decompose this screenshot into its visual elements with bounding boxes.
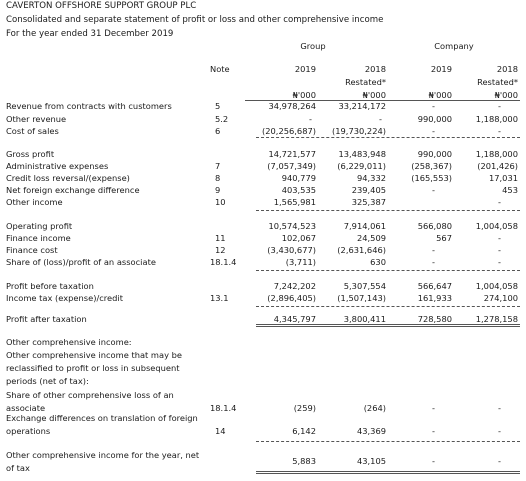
row-note: 8 (215, 173, 221, 183)
oci-total-value: 5,883 (292, 456, 316, 466)
row-label: Operating profit (6, 221, 73, 231)
row-value: 13,483,948 (338, 149, 386, 159)
row-value: 940,779 (281, 173, 316, 183)
oci-share-note: 18.1.4 (210, 403, 237, 413)
row-value: 728,580 (417, 314, 452, 324)
row-label: Net foreign exchange difference (6, 185, 140, 195)
oci-fx-value: 43,369 (356, 426, 386, 436)
row-value: (3,711) (285, 257, 316, 267)
row-label: Revenue from contracts with customers (6, 101, 172, 111)
row-value: 403,535 (281, 185, 316, 195)
row-note: 10 (215, 197, 226, 207)
row-value: - (432, 126, 435, 136)
row-value: 630 (370, 257, 386, 267)
row-label: Profit before taxation (6, 281, 94, 291)
row-value: - (498, 197, 501, 207)
row-value: 7,914,061 (343, 221, 386, 231)
row-label: Profit after taxation (6, 314, 87, 324)
oci-reclass-line: periods (net of tax): (6, 376, 89, 386)
row-value: (258,367) (411, 161, 452, 171)
row-value: - (498, 233, 501, 243)
row-label: Administrative expenses (6, 161, 109, 171)
unit-label: ₦'000 (428, 90, 452, 100)
oci-heading: Other comprehensive income: (6, 337, 132, 347)
oci-fx-value: - (498, 426, 501, 436)
row-value: 274,100 (483, 293, 518, 303)
oci-share-line: Share of other comprehensive loss of an (6, 390, 174, 400)
row-note: 9 (215, 185, 221, 195)
row-value: (3,430,677) (267, 245, 316, 255)
restated-group: Restated* (345, 77, 386, 87)
row-value: - (498, 101, 501, 111)
row-label: Gross profit (6, 149, 55, 159)
row-note: 5 (215, 101, 221, 111)
oci-share-value: - (432, 403, 435, 413)
subtotal-rule (256, 270, 520, 271)
year-company-2018: 2018 (496, 64, 518, 74)
row-value: 990,000 (417, 149, 452, 159)
row-value: (1,507,143) (337, 293, 386, 303)
year-company-2019: 2019 (430, 64, 452, 74)
note-heading: Note (210, 64, 230, 74)
row-value: (2,631,646) (337, 245, 386, 255)
row-label: Share of (loss)/profit of an associate (6, 257, 156, 267)
oci-fx-value: - (432, 426, 435, 436)
oci-total-line: Other comprehensive income for the year, net (6, 450, 200, 460)
total-rule (256, 471, 520, 474)
row-label: Other revenue (6, 114, 67, 124)
row-value: 4,345,797 (273, 314, 316, 324)
row-value: 5,307,554 (343, 281, 386, 291)
row-value: 1,004,058 (475, 221, 518, 231)
subtotal-rule (256, 441, 520, 442)
oci-share-value: - (498, 403, 501, 413)
row-value: - (432, 257, 435, 267)
year-group-2019: 2019 (294, 64, 316, 74)
restated-company: Restated* (477, 77, 518, 87)
oci-total-value: 43,105 (356, 456, 386, 466)
unit-label: ₦'000 (494, 90, 518, 100)
row-value: (2,896,405) (267, 293, 316, 303)
row-label: Finance income (6, 233, 71, 243)
oci-total-line: of tax (6, 463, 30, 473)
company-name: CAVERTON OFFSHORE SUPPORT GROUP PLC (6, 1, 197, 11)
row-value: 990,000 (417, 114, 452, 124)
subtotal-rule (256, 210, 520, 211)
oci-fx-line: Exchange differences on translation of foreign (6, 413, 198, 423)
oci-share-value: (259) (293, 403, 316, 413)
row-note: 12 (215, 245, 226, 255)
row-value: 94,332 (356, 173, 386, 183)
oci-fx-value: 6,142 (292, 426, 316, 436)
unit-label: ₦'000 (292, 90, 316, 100)
row-value: 17,031 (488, 173, 518, 183)
row-value: 325,387 (351, 197, 386, 207)
row-value: (6,229,011) (337, 161, 386, 171)
statement-period: For the year ended 31 December 2019 (6, 29, 174, 39)
row-value: - (498, 245, 501, 255)
row-note: 7 (215, 161, 221, 171)
group-heading: Group (300, 41, 326, 51)
row-value: 1,565,981 (273, 197, 316, 207)
total-rule (256, 324, 520, 327)
row-note: 11 (215, 233, 226, 243)
row-value: - (309, 114, 312, 124)
statement-title: Consolidated and separate statement of profit or loss and other comprehensive income (6, 15, 384, 25)
oci-share-line: associate (6, 403, 46, 413)
oci-fx-line: operations (6, 426, 51, 436)
row-value: 566,647 (417, 281, 452, 291)
subtotal-rule (256, 137, 520, 138)
row-value: 1,188,000 (475, 114, 518, 124)
row-label: Credit loss reversal/(expense) (6, 173, 130, 183)
row-value: - (498, 257, 501, 267)
row-value: (201,426) (477, 161, 518, 171)
column-rule (245, 100, 520, 101)
row-value: 239,405 (351, 185, 386, 195)
row-value: 14,721,577 (268, 149, 316, 159)
row-value: - (379, 114, 382, 124)
row-value: 161,933 (417, 293, 452, 303)
unit-label: ₦'000 (362, 90, 386, 100)
row-value: 1,004,058 (475, 281, 518, 291)
company-heading: Company (434, 41, 474, 51)
row-value: - (432, 185, 435, 195)
oci-share-value: (264) (363, 403, 386, 413)
row-value: - (432, 101, 435, 111)
row-label: Other income (6, 197, 63, 207)
row-value: - (498, 126, 501, 136)
row-note: 18.1.4 (210, 257, 237, 267)
row-value: (7,057,349) (267, 161, 316, 171)
row-label: Income tax (expense)/credit (6, 293, 123, 303)
row-note: 13.1 (210, 293, 229, 303)
row-value: 453 (502, 185, 518, 195)
row-value: 566,080 (417, 221, 452, 231)
oci-total-value: - (498, 456, 501, 466)
row-label: Finance cost (6, 245, 58, 255)
row-value: 567 (436, 233, 452, 243)
row-value: 3,800,411 (343, 314, 386, 324)
row-value: 33,214,172 (338, 101, 386, 111)
row-value: (19,730,224) (332, 126, 386, 136)
row-value: (165,553) (411, 173, 452, 183)
row-value: 1,188,000 (475, 149, 518, 159)
row-note: 5.2 (215, 114, 229, 124)
row-value: 7,242,202 (273, 281, 316, 291)
oci-total-value: - (432, 456, 435, 466)
subtotal-rule (256, 306, 520, 307)
row-label: Cost of sales (6, 126, 59, 136)
row-value: 1,278,158 (475, 314, 518, 324)
year-group-2018: 2018 (364, 64, 386, 74)
row-value: 34,978,264 (268, 101, 316, 111)
row-value: 10,574,523 (268, 221, 316, 231)
row-value: 24,509 (356, 233, 386, 243)
row-value: 102,067 (281, 233, 316, 243)
oci-reclass-line: Other comprehensive income that may be (6, 350, 183, 360)
row-value: (20,256,687) (262, 126, 316, 136)
oci-reclass-line: reclassified to profit or loss in subsequent (6, 363, 180, 373)
row-value: - (432, 245, 435, 255)
row-note: 6 (215, 126, 221, 136)
oci-fx-note: 14 (215, 426, 226, 436)
